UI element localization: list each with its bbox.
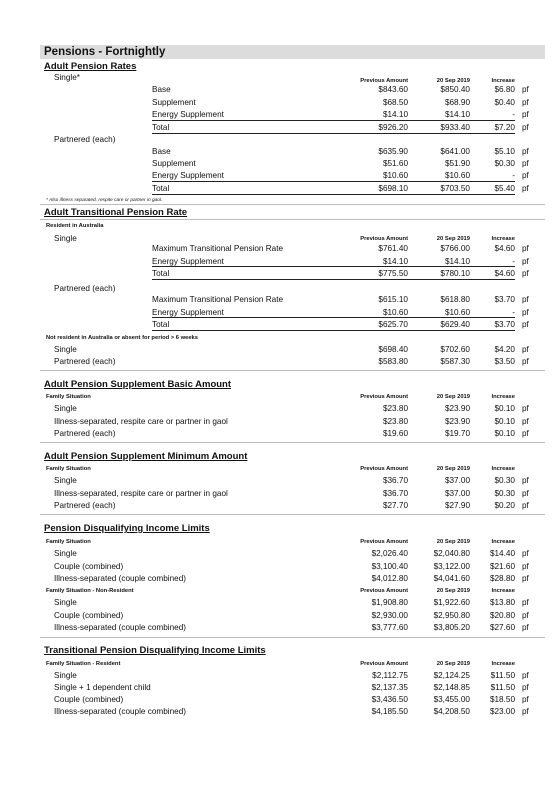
sep-2019-amount: $3,122.00 [433, 562, 470, 571]
previous-amount: $23.80 [382, 417, 408, 426]
row-label: Total [152, 184, 170, 193]
sep-2019-amount: $2,950.80 [433, 611, 470, 620]
increase-amount: $18.50 [489, 695, 515, 704]
increase-amount: $4.60 [494, 269, 515, 278]
previous-amount: $843.60 [378, 85, 408, 94]
sep-2019-amount: $587.30 [440, 357, 470, 366]
row-label: Couple (combined) [54, 611, 124, 620]
increase-amount: $3.70 [494, 320, 515, 329]
section-heading: Pension Disqualifying Income Limits [44, 523, 210, 534]
sep-2019-amount: $23.90 [444, 404, 470, 413]
previous-amount: $775.50 [378, 269, 408, 278]
sep-2019-amount: $2,040.80 [433, 549, 470, 558]
increase-amount: $0.20 [494, 501, 515, 510]
sep-2019-amount: $27.90 [444, 501, 470, 510]
increase-amount: $6.80 [494, 85, 515, 94]
sep-2019-amount: $2,124.25 [433, 671, 470, 680]
row-label: Single + 1 dependent child [54, 683, 151, 692]
row-label: Total [152, 123, 170, 132]
sep-2019-amount: $37.00 [444, 489, 470, 498]
previous-amount: $36.70 [382, 476, 408, 485]
increase-amount: $11.50 [490, 683, 515, 692]
row-label: Energy Supplement [152, 110, 224, 119]
increase-amount: $0.10 [494, 404, 515, 413]
subheading-resident: Family Situation - Resident [46, 661, 121, 667]
previous-amount: $14.10 [382, 110, 408, 119]
unit-pf: pf [522, 295, 529, 304]
increase-amount: - [512, 308, 515, 317]
unit-pf: pf [522, 404, 529, 413]
unit-pf: pf [522, 611, 529, 620]
section-heading: Adult Pension Supplement Minimum Amount [44, 451, 248, 462]
group-label-partnered: Partnered (each) [54, 284, 116, 293]
unit-pf: pf [522, 257, 529, 266]
increase-amount: $5.40 [494, 184, 515, 193]
subheading-family-situation: Family Situation [46, 539, 91, 545]
previous-amount: $23.80 [382, 404, 408, 413]
row-divider [40, 442, 545, 443]
unit-pf: pf [522, 671, 529, 680]
row-label: Single [54, 404, 77, 413]
unit-pf: pf [522, 549, 529, 558]
previous-amount: $3,777.60 [371, 623, 408, 632]
unit-pf: pf [522, 308, 529, 317]
column-header-sep-2019: 20 Sep 2019 [436, 394, 470, 400]
previous-amount: $4,012.80 [371, 574, 408, 583]
group-label-partnered: Partnered (each) [54, 135, 116, 144]
column-header-previous: Previous Amount [360, 588, 408, 594]
row-label: Total [152, 269, 170, 278]
footnote: * Also illness separated, respite care or partner in gaol. [46, 198, 163, 203]
column-header-increase: Increase [491, 661, 515, 667]
increase-amount: $5.10 [494, 147, 515, 156]
previous-amount: $698.40 [378, 345, 408, 354]
row-label: Total [152, 320, 170, 329]
previous-amount: $1,908.80 [371, 598, 408, 607]
sep-2019-amount: $702.60 [440, 345, 470, 354]
previous-amount: $10.60 [382, 308, 408, 317]
increase-amount: $0.10 [494, 417, 515, 426]
previous-amount: $2,112.75 [372, 671, 408, 680]
column-header-sep-2019: 20 Sep 2019 [436, 236, 470, 242]
sep-2019-amount: $10.60 [444, 308, 470, 317]
total-rule [152, 194, 515, 195]
previous-amount: $2,026.40 [371, 549, 408, 558]
unit-pf: pf [522, 85, 529, 94]
column-header-previous: Previous Amount [360, 78, 408, 84]
section-heading: Adult Pension Rates [44, 61, 137, 72]
unit-pf: pf [522, 695, 529, 704]
sep-2019-amount: $68.90 [444, 98, 470, 107]
row-divider [40, 370, 545, 371]
unit-pf: pf [522, 417, 529, 426]
increase-amount: $0.30 [494, 476, 515, 485]
previous-amount: $926.20 [378, 123, 408, 132]
increase-amount: $20.80 [489, 611, 515, 620]
row-label: Base [152, 85, 171, 94]
column-header-increase: Increase [491, 539, 515, 545]
unit-pf: pf [522, 147, 529, 156]
group-label-single: Single* [54, 73, 80, 82]
sep-2019-amount: $14.10 [444, 110, 470, 119]
row-label: Supplement [152, 98, 196, 107]
sep-2019-amount: $10.60 [444, 171, 470, 180]
unit-pf: pf [522, 123, 529, 132]
increase-amount: $0.30 [494, 159, 515, 168]
previous-amount: $4,185.50 [371, 707, 408, 716]
sep-2019-amount: $4,208.50 [433, 707, 470, 716]
column-header-sep-2019: 20 Sep 2019 [436, 661, 470, 667]
row-label: Couple (combined) [54, 562, 124, 571]
column-header-increase: Increase [491, 394, 515, 400]
previous-amount: $698.10 [378, 184, 408, 193]
increase-amount: $0.30 [494, 489, 515, 498]
row-label: Base [152, 147, 171, 156]
row-label: Single [54, 549, 77, 558]
increase-amount: $14.40 [489, 549, 515, 558]
previous-amount: $761.40 [378, 244, 408, 253]
column-header-sep-2019: 20 Sep 2019 [436, 78, 470, 84]
row-label: Energy Supplement [152, 171, 224, 180]
sep-2019-amount: $641.00 [440, 147, 470, 156]
column-header-previous: Previous Amount [360, 394, 408, 400]
sep-2019-amount: $703.50 [440, 184, 470, 193]
total-rule [152, 279, 515, 280]
row-label: Partnered (each) [54, 357, 116, 366]
sep-2019-amount: $629.40 [440, 320, 470, 329]
previous-amount: $625.70 [378, 320, 408, 329]
previous-amount: $3,100.40 [371, 562, 408, 571]
page-title: Pensions - Fortnightly [40, 45, 545, 59]
row-label: Illness-separated (couple combined) [54, 623, 186, 632]
column-header-sep-2019: 20 Sep 2019 [436, 588, 470, 594]
sep-2019-amount: $37.00 [444, 476, 470, 485]
sep-2019-amount: $51.90 [444, 159, 470, 168]
row-label: Maximum Transitional Pension Rate [152, 244, 284, 253]
unit-pf: pf [522, 623, 529, 632]
total-rule [152, 330, 515, 331]
column-header-increase: Increase [491, 78, 515, 84]
row-divider [40, 514, 545, 515]
increase-amount: $0.10 [494, 429, 515, 438]
row-divider [40, 637, 545, 638]
sep-2019-amount: $618.80 [440, 295, 470, 304]
previous-amount: $51.60 [382, 159, 408, 168]
total-rule [152, 181, 515, 182]
previous-amount: $10.60 [382, 171, 408, 180]
row-label: Illness-separated (couple combined) [54, 574, 186, 583]
column-header-increase: Increase [491, 466, 515, 472]
unit-pf: pf [522, 159, 529, 168]
unit-pf: pf [522, 320, 529, 329]
previous-amount: $635.90 [378, 147, 408, 156]
unit-pf: pf [522, 489, 529, 498]
column-header-previous: Previous Amount [360, 539, 408, 545]
row-label: Maximum Transitional Pension Rate [152, 295, 284, 304]
row-label: Illness-separated, respite care or partner in gaol [54, 489, 228, 498]
increase-amount: $0.40 [494, 98, 515, 107]
column-header-sep-2019: 20 Sep 2019 [436, 539, 470, 545]
previous-amount: $3,436.50 [371, 695, 408, 704]
increase-amount: $7.20 [494, 123, 515, 132]
subheading-non-resident: Family Situation - Non-Resident [46, 588, 134, 594]
unit-pf: pf [522, 98, 529, 107]
increase-amount: $23.00 [489, 707, 515, 716]
column-header-previous: Previous Amount [360, 466, 408, 472]
unit-pf: pf [522, 501, 529, 510]
sep-2019-amount: $2,148.85 [433, 683, 470, 692]
row-label: Single [54, 671, 77, 680]
row-label: Illness-separated, respite care or partner in gaol [54, 417, 228, 426]
subheading-nonresident: Not resident in Australia or absent for period > 6 weeks [46, 335, 198, 341]
sep-2019-amount: $1,922.60 [433, 598, 470, 607]
row-divider [40, 204, 545, 205]
row-label: Supplement [152, 159, 196, 168]
row-label: Energy Supplement [152, 257, 224, 266]
subheading-resident: Resident in Australia [46, 223, 104, 229]
previous-amount: $2,930.00 [371, 611, 408, 620]
unit-pf: pf [522, 574, 529, 583]
increase-amount: $3.70 [494, 295, 515, 304]
unit-pf: pf [522, 683, 529, 692]
previous-amount: $68.50 [382, 98, 408, 107]
sep-2019-amount: $850.40 [440, 85, 470, 94]
sep-2019-amount: $19.70 [444, 429, 470, 438]
unit-pf: pf [522, 476, 529, 485]
unit-pf: pf [522, 598, 529, 607]
increase-amount: - [512, 257, 515, 266]
unit-pf: pf [522, 345, 529, 354]
row-label: Single [54, 598, 77, 607]
column-header-increase: Increase [491, 588, 515, 594]
column-header-increase: Increase [491, 236, 515, 242]
sep-2019-amount: $766.00 [440, 244, 470, 253]
unit-pf: pf [522, 184, 529, 193]
total-rule [152, 133, 515, 134]
column-header-previous: Previous Amount [360, 236, 408, 242]
increase-amount: $27.60 [489, 623, 515, 632]
sep-2019-amount: $933.40 [440, 123, 470, 132]
section-heading: Transitional Pension Disqualifying Income Limits [44, 645, 266, 656]
total-rule [152, 266, 515, 267]
unit-pf: pf [522, 707, 529, 716]
sep-2019-amount: $3,805.20 [433, 623, 470, 632]
previous-amount: $27.70 [382, 501, 408, 510]
row-label: Energy Supplement [152, 308, 224, 317]
group-label-single: Single [54, 234, 77, 243]
increase-amount: $13.80 [489, 598, 515, 607]
unit-pf: pf [522, 429, 529, 438]
unit-pf: pf [522, 171, 529, 180]
sep-2019-amount: $3,455.00 [433, 695, 470, 704]
total-rule [152, 120, 515, 121]
unit-pf: pf [522, 562, 529, 571]
sep-2019-amount: $4,041.60 [433, 574, 470, 583]
row-label: Couple (combined) [54, 695, 124, 704]
sep-2019-amount: $14.10 [444, 257, 470, 266]
subheading-family-situation: Family Situation [46, 466, 91, 472]
increase-amount: $4.20 [494, 345, 515, 354]
total-rule [152, 317, 515, 318]
previous-amount: $36.70 [382, 489, 408, 498]
row-divider [40, 219, 545, 220]
previous-amount: $19.60 [382, 429, 408, 438]
unit-pf: pf [522, 110, 529, 119]
unit-pf: pf [522, 244, 529, 253]
column-header-sep-2019: 20 Sep 2019 [436, 466, 470, 472]
increase-amount: - [512, 110, 515, 119]
row-label: Single [54, 345, 77, 354]
row-label: Illness-separated (couple combined) [54, 707, 186, 716]
increase-amount: $3.50 [494, 357, 515, 366]
increase-amount: $21.60 [489, 562, 515, 571]
section-heading: Adult Pension Supplement Basic Amount [44, 379, 232, 390]
row-label: Single [54, 476, 77, 485]
increase-amount: $4.60 [494, 244, 515, 253]
previous-amount: $2,137.35 [371, 683, 408, 692]
row-label: Partnered (each) [54, 501, 116, 510]
unit-pf: pf [522, 357, 529, 366]
previous-amount: $583.80 [378, 357, 408, 366]
increase-amount: - [512, 171, 515, 180]
increase-amount: $11.50 [490, 671, 515, 680]
unit-pf: pf [522, 269, 529, 278]
previous-amount: $615.10 [378, 295, 408, 304]
sep-2019-amount: $780.10 [440, 269, 470, 278]
subheading-family-situation: Family Situation [46, 394, 91, 400]
row-label: Partnered (each) [54, 429, 116, 438]
increase-amount: $28.80 [489, 574, 515, 583]
column-header-previous: Previous Amount [360, 661, 408, 667]
section-heading: Adult Transitional Pension Rate [44, 207, 188, 218]
sep-2019-amount: $23.90 [444, 417, 470, 426]
previous-amount: $14.10 [382, 257, 408, 266]
